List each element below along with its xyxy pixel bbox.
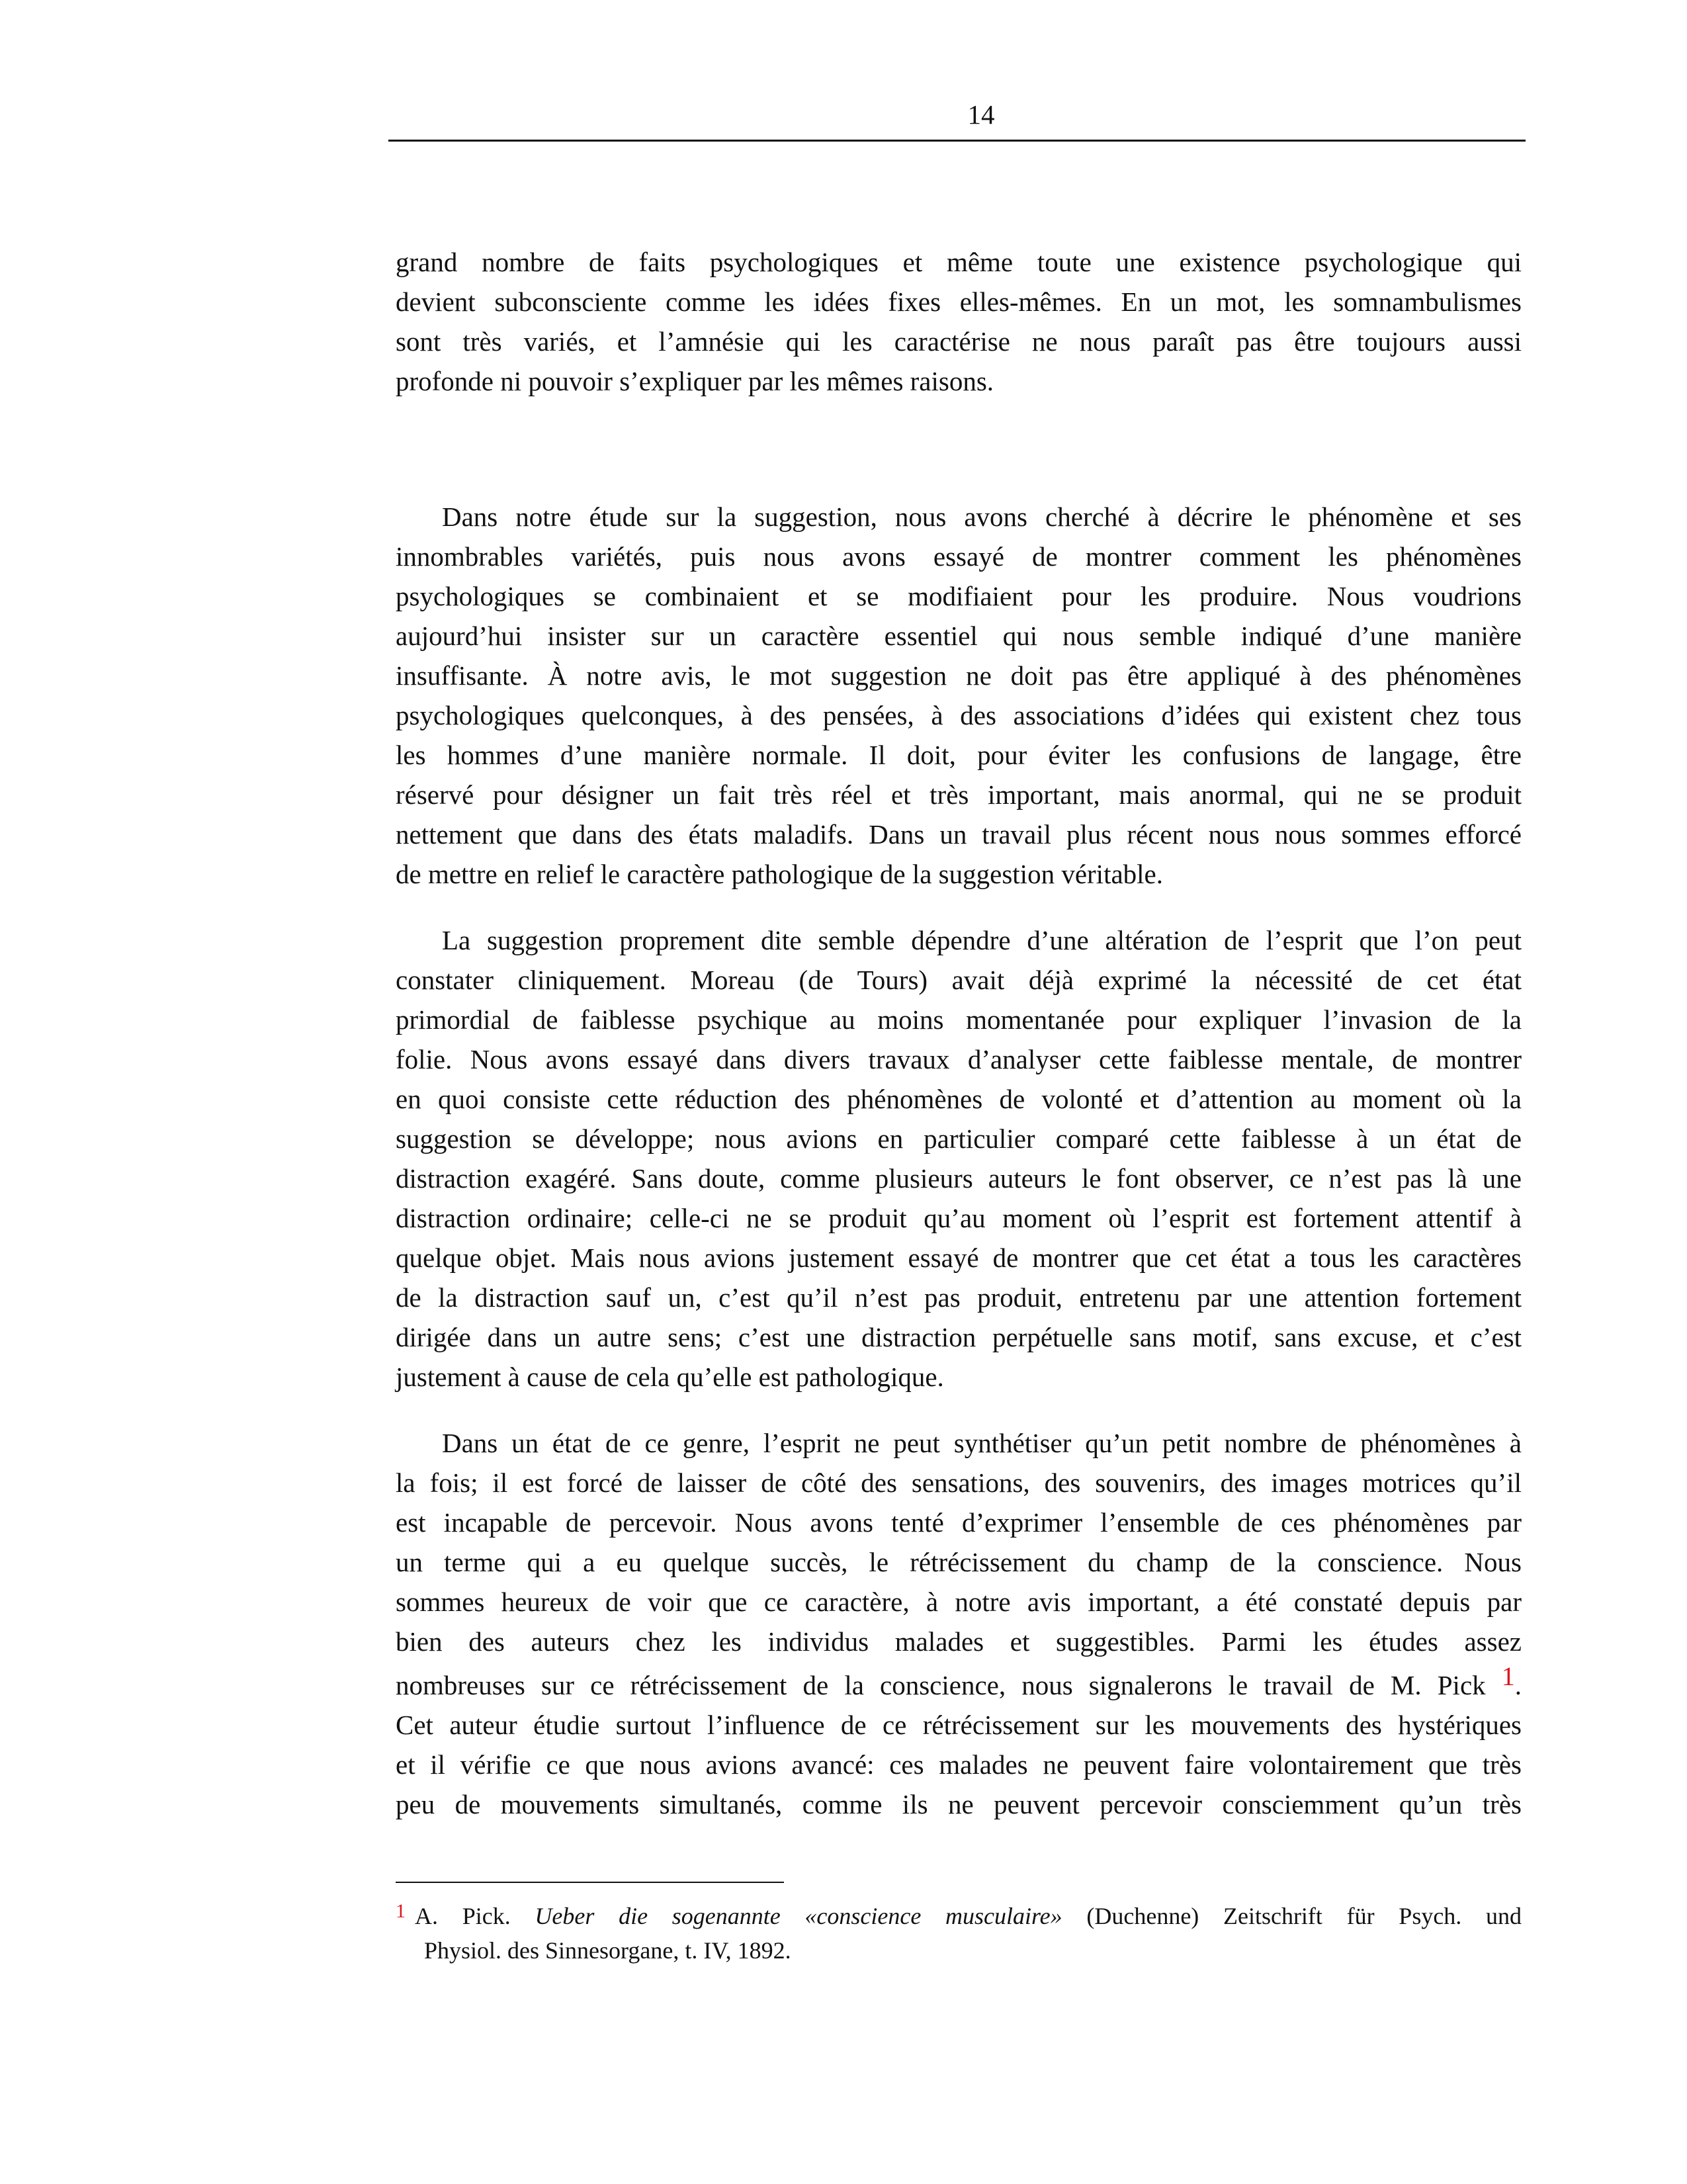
text-line: aujourd’hui insister sur un caractère essentiel qui nous semble indiqué d’une manière [396,621,1522,651]
text-line: nettement que dans des états maladifs. Dans un travail plus récent nous nous sommes efforcé [396,819,1522,850]
text-line: est incapable de percevoir. Nous avons tenté d’exprimer l’ensemble de ces phénomènes par [396,1507,1522,1538]
footnote-rule [396,1882,784,1883]
text-line-with-footnote-ref [396,1661,1522,1705]
paragraph-4 [396,1423,1522,1824]
footnote-title: Ueber die sogenannte «conscience musculaire» [535,1903,1062,1929]
text-line: de la distraction sauf un, c’est qu’il n’est pas produit, entretenu par une attention fortement [396,1282,1522,1313]
text-line: sommes heureux de voir que ce caractère, à notre avis important, a été constaté depuis par [396,1587,1522,1617]
text-line: innombrables variétés, puis nous avons essayé de montrer comment les phénomènes [396,541,1522,572]
footnote [396,1899,1522,1968]
text-line: grand nombre de faits psychologiques et même toute une existence psychologique qui [396,247,1522,277]
footnote-line: Physiol. des Sinnesorgane, t. IV, 1892. [424,1937,791,1964]
footnote-source: (Duchenne) Zeitschrift für Psych. und [1086,1903,1522,1929]
page-number: 14 [967,99,995,130]
text-line: sont très variés, et l’amnésie qui les caractérise ne nous paraît pas être toujours aussi [396,326,1522,357]
footnote-author: A. Pick. [415,1903,511,1929]
text-line: dirigée dans un autre sens; c’est une distraction perpétuelle sans motif, sans excuse, et c’est [396,1322,1522,1352]
punctuation: . [1514,1670,1522,1700]
text-line: distraction exagéré. Sans doute, comme plusieurs auteurs le font observer, ce n’est pas là une [396,1163,1522,1194]
text-line: psychologiques se combinaient et se modifiaient pour les produire. Nous voudrions [396,581,1522,611]
footnote-reference-link[interactable]: 1 [1501,1661,1515,1691]
paragraph-2 [396,497,1522,894]
paragraph-3 [396,920,1522,1397]
text-line: et il vérifie ce que nous avions avancé: ces malades ne peuvent faire volontairement que très [396,1749,1522,1780]
footnote-marker: 1 [396,1900,406,1922]
footnote-line [396,1899,1522,1933]
text-line: constater cliniquement. Moreau (de Tours) avait déjà exprimé la nécessité de cet état [396,965,1522,995]
text-line: folie. Nous avons essayé dans divers travaux d’analyser cette faiblesse mentale, de montrer [396,1044,1522,1074]
text-line: un terme qui a eu quelque succès, le rétrécissement du champ de la conscience. Nous [396,1547,1522,1577]
text-line: justement à cause de cela qu’elle est pathologique. [396,1362,944,1392]
text-line: insuffisante. À notre avis, le mot suggestion ne doit pas être appliqué à des phénomènes [396,660,1522,691]
text-line-content: nombreuses sur ce rétrécissement de la conscience, nous signalerons le travail de M. Pick [396,1670,1486,1700]
text-line: en quoi consiste cette réduction des phénomènes de volonté et d’attention au moment où la [396,1084,1522,1114]
text-line: psychologiques quelconques, à des pensées, à des associations d’idées qui existent chez tous [396,700,1522,730]
text-line: la fois; il est forcé de laisser de côté des sensations, des souvenirs, des images motrices qu’il [396,1467,1522,1498]
text-line: primordial de faiblesse psychique au moins momentanée pour expliquer l’invasion de la [396,1004,1522,1035]
text-line: profonde ni pouvoir s’expliquer par les mêmes raisons. [396,366,994,396]
text-line: devient subconsciente comme les idées fixes elles-mêmes. En un mot, les somnambulismes [396,286,1522,317]
text-line: Dans un état de ce genre, l’esprit ne peut synthétiser qu’un petit nombre de phénomènes à [442,1428,1522,1458]
text-line: distraction ordinaire; celle-ci ne se produit qu’au moment où l’esprit est fortement attentif à [396,1203,1522,1233]
text-line: réservé pour désigner un fait très réel et très important, mais anormal, qui ne se produit [396,779,1522,810]
text-line: La suggestion proprement dite semble dépendre d’une altération de l’esprit que l’on peut [442,925,1522,955]
text-line: quelque objet. Mais nous avions justement essayé de montrer que cet état a tous les caractères [396,1243,1522,1273]
text-line: de mettre en relief le caractère pathologique de la suggestion véritable. [396,859,1163,889]
text-line: Dans notre étude sur la suggestion, nous avons cherché à décrire le phénomène et ses [442,502,1522,532]
text-line: les hommes d’une manière normale. Il doit, pour éviter les confusions de langage, être [396,740,1522,770]
paragraph-1 [396,242,1522,401]
text-line: peu de mouvements simultanés, comme ils ne peuvent percevoir consciemment qu’un très [396,1789,1522,1819]
text-line: bien des auteurs chez les individus malades et suggestibles. Parmi les études assez [396,1626,1522,1657]
text-line: Cet auteur étudie surtout l’influence de ce rétrécissement sur les mouvements des hystériques [396,1710,1522,1740]
header-rule [388,140,1526,142]
text-line: suggestion se développe; nous avions en particulier comparé cette faiblesse à un état de [396,1123,1522,1154]
